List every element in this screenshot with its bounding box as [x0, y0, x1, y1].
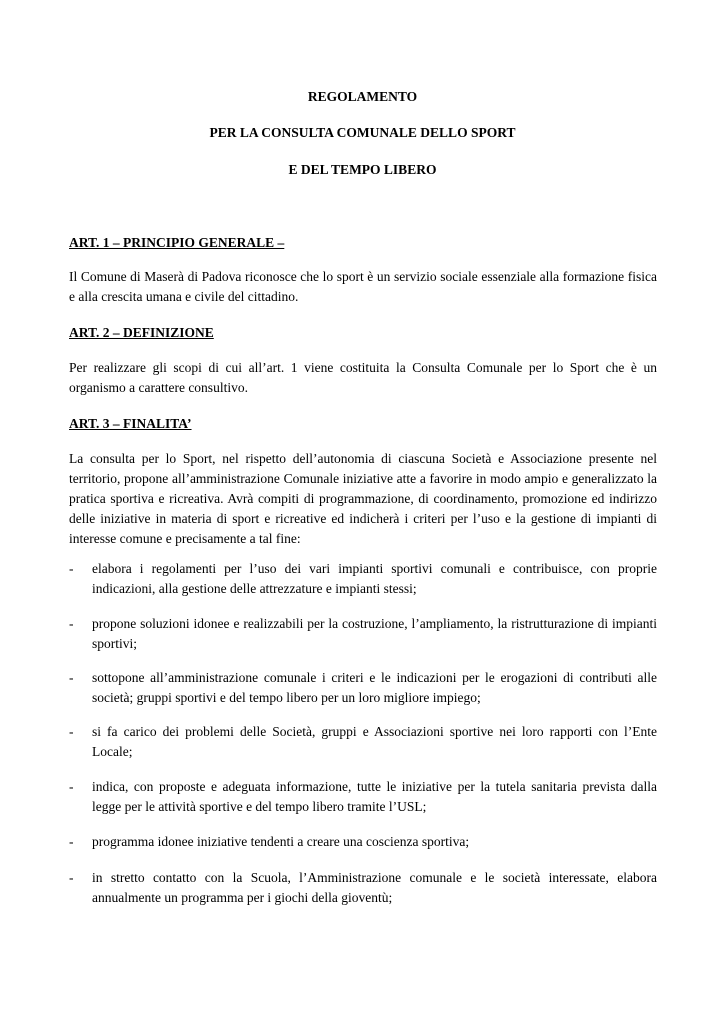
list-bullet: - [69, 870, 74, 885]
list-item [69, 868, 657, 908]
list-item [69, 668, 657, 708]
list-bullet: - [69, 616, 74, 631]
art3-heading: ART. 3 – FINALITA’ [69, 416, 192, 431]
art1-heading: ART. 1 – PRINCIPIO GENERALE – [69, 235, 285, 250]
list-item-text: si fa carico dei problemi delle Società, gruppi e Associazioni sportive nei loro rapporti con l’Ente Locale; [92, 724, 657, 759]
list-item [69, 777, 657, 817]
art2-heading: ART. 2 – DEFINIZIONE [69, 325, 214, 340]
list-bullet: - [69, 779, 74, 794]
list-bullet: - [69, 724, 74, 739]
art3-paragraph: La consulta per lo Sport, nel rispetto dell’autonomia di ciascuna Società e Associazione presente nel territorio, propone all’amministrazione Comunale iniziative atte a favorire in modo ampio e generalizzato la pratica sportiva e ricreativa. Avrà compiti di programmazione, di coordinamento, promozione ed indirizzo delle iniziative in materia di sport e ricreative ed indicherà i criteri per l’uso e la gestione di impianti di interesse comune e precisamente a tal fine: [69, 451, 657, 546]
list-item-text: programma idonee iniziative tendenti a creare una coscienza sportiva; [92, 834, 470, 849]
list-item [69, 614, 657, 654]
art1-paragraph: Il Comune di Maserà di Padova riconosce che lo sport è un servizio sociale essenziale alla formazione fisica e alla crescita umana e civile del cittadino. [69, 269, 657, 304]
list-item-text: propone soluzioni idonee e realizzabili per la costruzione, l’ampliamento, la ristrutturazione di impianti sportivi; [92, 616, 657, 651]
list-bullet: - [69, 834, 74, 849]
list-item [69, 559, 657, 599]
list-item [69, 722, 657, 762]
list-item-text: in stretto contatto con la Scuola, l’Amministrazione comunale e le società interessate, elabora annualmente un programma per i giochi della gioventù; [92, 870, 657, 905]
list-item-text: elabora i regolamenti per l’uso dei vari impianti sportivi comunali e contribuisce, con proprie indicazioni, alla gestione delle attrezzature e impianti stessi; [92, 561, 657, 596]
list-bullet: - [69, 670, 74, 685]
list-bullet: - [69, 561, 74, 576]
list-item-text: sottopone all’amministrazione comunale i criteri e le indicazioni per le erogazioni di contributi alle società; gruppi sportivi e del tempo libero per un loro migliore impiego; [92, 670, 657, 705]
list-item-text: indica, con proposte e adeguata informazione, tutte le iniziative per la tutela sanitaria prevista dalla legge per le attività sportive e del tempo libero tramite l’USL; [92, 779, 657, 814]
document-title: REGOLAMENTO [307, 89, 418, 104]
art2-paragraph: Per realizzare gli scopi di cui all’art. 1 viene costituita la Consulta Comunale per lo Sport che è un organismo a carattere consultivo. [69, 360, 657, 395]
document-subtitle: PER LA CONSULTA COMUNALE DELLO SPORT [209, 125, 516, 140]
document-subtitle-2: E DEL TEMPO LIBERO [288, 162, 437, 177]
list-item [69, 832, 657, 852]
